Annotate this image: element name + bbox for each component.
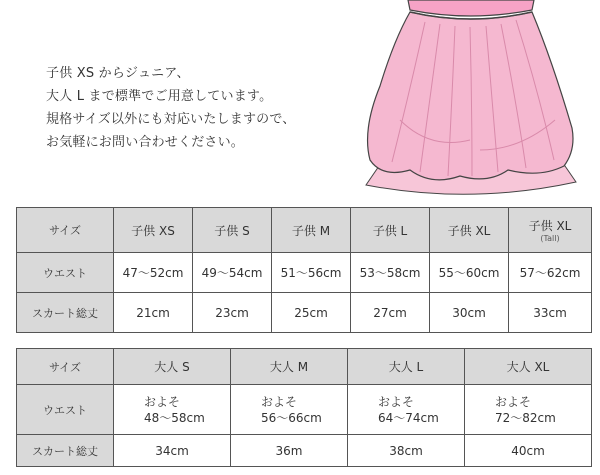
waist-cell: 51〜56cm [272, 253, 351, 293]
intro-line: 規格サイズ以外にも対応いたしますので、 [46, 112, 296, 127]
size-header: 子供 S [193, 208, 272, 253]
approx-label: およそ [495, 394, 532, 409]
approx-label: およそ [378, 394, 415, 409]
length-cell: 40cm [465, 435, 592, 467]
waist-cell [465, 385, 592, 435]
length-cell: 21cm [114, 293, 193, 333]
length-cell: 25cm [272, 293, 351, 333]
row-label-waist: ウエスト [17, 253, 114, 293]
length-cell: 27cm [351, 293, 430, 333]
waist-cell: 49〜54cm [193, 253, 272, 293]
length-cell: 38cm [348, 435, 465, 467]
size-header: 子供 XL [430, 208, 509, 253]
waist-value: 72〜82cm [495, 410, 556, 425]
waist-cell [231, 385, 348, 435]
waist-cell [114, 385, 231, 435]
size-header: 子供 L [351, 208, 430, 253]
waist-value: 48〜58cm [144, 410, 205, 425]
waist-cell: 47〜52cm [114, 253, 193, 293]
size-header: 大人 M [231, 349, 348, 385]
size-header [509, 208, 592, 253]
waist-cell: 55〜60cm [430, 253, 509, 293]
size-header: 大人 L [348, 349, 465, 385]
waist-value: 56〜66cm [261, 410, 322, 425]
size-header-text: 子供 XL [528, 219, 572, 233]
size-header: 大人 S [114, 349, 231, 385]
length-cell: 23cm [193, 293, 272, 333]
waist-cell: 57〜62cm [509, 253, 592, 293]
size-header: 子供 M [272, 208, 351, 253]
length-cell: 30cm [430, 293, 509, 333]
row-label-size: サイズ [17, 349, 114, 385]
row-label-length: スカート総丈 [17, 435, 114, 467]
waist-cell [348, 385, 465, 435]
adult-size-table [16, 348, 592, 467]
intro-line: お気軽にお問い合わせください。 [46, 135, 245, 150]
size-header: 子供 XS [114, 208, 193, 253]
row-label-waist: ウエスト [17, 385, 114, 435]
intro-text [46, 62, 346, 154]
length-cell: 33cm [509, 293, 592, 333]
waist-value: 64〜74cm [378, 410, 439, 425]
waist-cell: 53〜58cm [351, 253, 430, 293]
length-cell: 36m [231, 435, 348, 467]
length-cell: 34cm [114, 435, 231, 467]
size-note: (Tall) [540, 234, 560, 243]
row-label-size: サイズ [17, 208, 114, 253]
kids-size-table [16, 207, 592, 333]
skirt-illustration [340, 0, 600, 200]
intro-line: 大人 L まで標準でご用意しています。 [46, 89, 273, 104]
row-label-length: スカート総丈 [17, 293, 114, 333]
approx-label: およそ [261, 394, 298, 409]
intro-line: 子供 XS からジュニア、 [46, 66, 190, 81]
size-header: 大人 XL [465, 349, 592, 385]
approx-label: およそ [144, 394, 181, 409]
